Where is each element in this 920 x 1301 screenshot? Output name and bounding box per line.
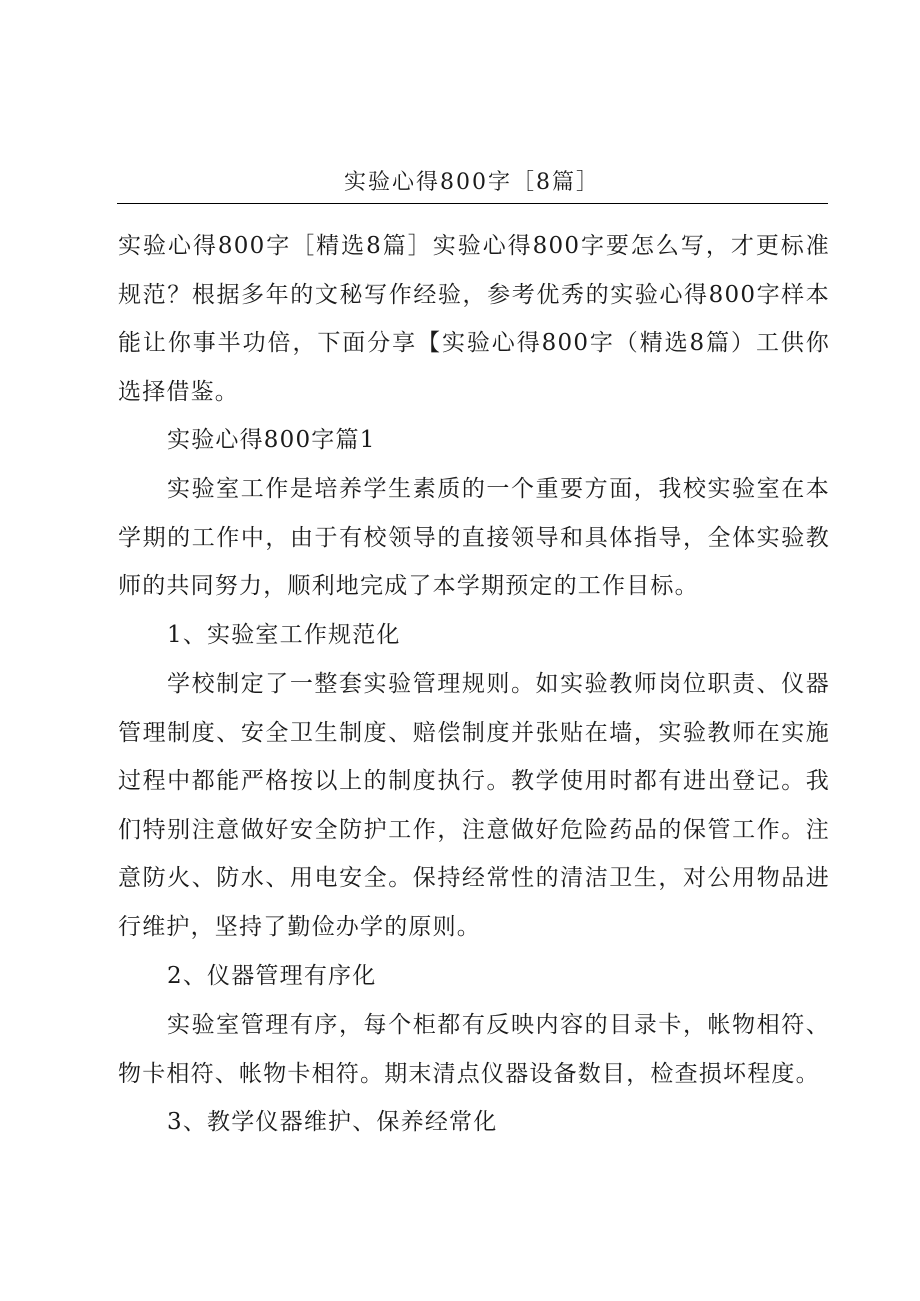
body-paragraph-2: 学校制定了一整套实验管理规则。如实验教师岗位职责、仪器管理制度、安全卫生制度、赔偿制度并张贴在墙，实验教师在实施过程中都能严格按以上的制度执行。教学使用时都有进出登记。我们特别注意做好安全防护工作，注意做好危险药品的保管工作。注意防火、防水、用电安全。保持经常性的清洁卫生，对公用物品进行维护，坚持了勤俭办学的原则。: [118, 671, 830, 940]
body-paragraph-1: 实验室工作是培养学生素质的一个重要方面，我校实验室在本学期的工作中，由于有校领导的直接领导和具体指导，全体实验教师的共同努力，顺利地完成了本学期预定的工作目标。: [118, 476, 830, 600]
body-paragraph-3: 实验室管理有序，每个柜都有反映内容的目录卡，帐物相符、物卡相符、帐物卡相符。期末清点仪器设备数目，检查损坏程度。: [118, 1012, 830, 1087]
section-title-3: 3、教学仪器维护、保养经常化: [167, 1109, 498, 1135]
article-heading: 实验心得800字篇1: [167, 427, 376, 453]
header-divider: [117, 203, 828, 204]
section-title-2: 2、仪器管理有序化: [167, 963, 377, 989]
section-title-1: 1、实验室工作规范化: [167, 622, 401, 648]
intro-paragraph: 实验心得800字［精选8篇］实验心得800字要怎么写，才更标准规范？根据多年的文秘写作经验，参考优秀的实验心得800字样本能让你事半功倍，下面分享【实验心得800字（精选8篇）工供你选择借鉴。: [118, 233, 830, 405]
document-header-title: 实验心得800字［8篇］: [344, 170, 600, 195]
